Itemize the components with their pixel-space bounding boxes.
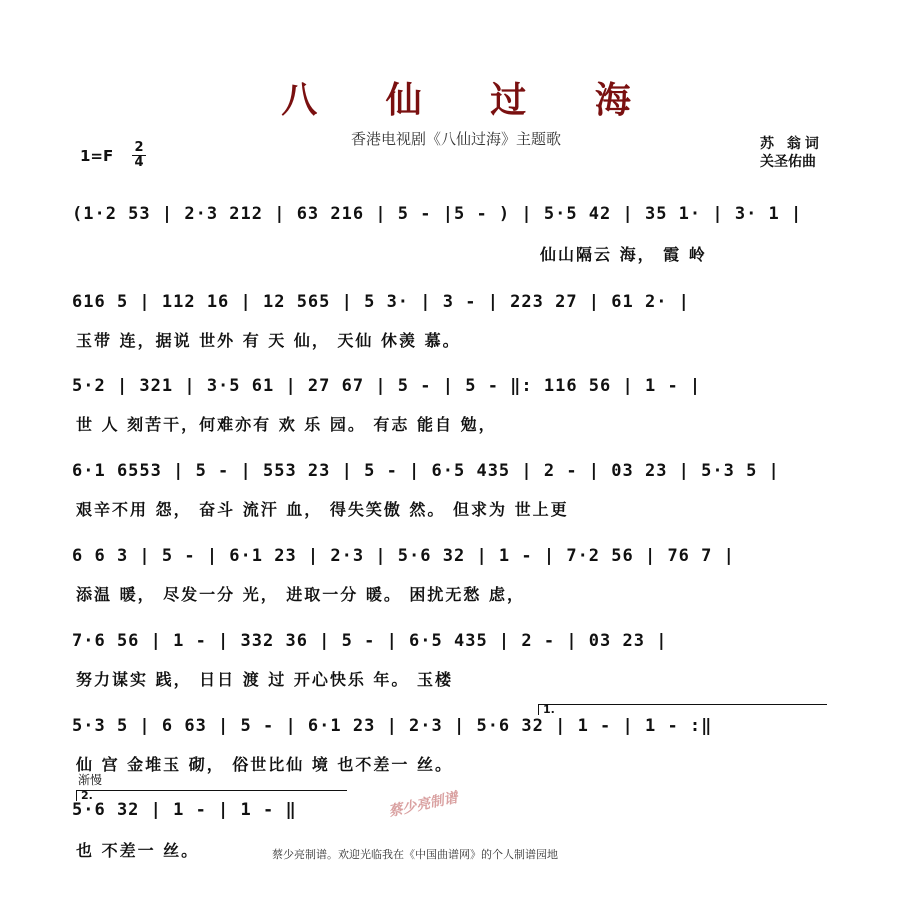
lyricist-credit: 苏 翁词 — [760, 136, 823, 152]
tempo-mark: 渐慢 — [78, 773, 103, 787]
notation-line-6: 7·6 56 | 1 - | 332 36 | 5 - | 6·5 435 | 2 - | 03 23 | — [72, 631, 668, 651]
notation-line-2: 616 5 | 112 16 | 12 565 | 5 3· | 3 - | 223 27 | 61 2· | — [72, 292, 690, 312]
lyrics-line-4: 艰辛不用 怨， 奋斗 流汗 血， 得失笑傲 然。 但求为 世上更 — [76, 500, 569, 519]
song-subtitle: 香港电视剧《八仙过海》主题歌 — [350, 130, 561, 148]
lyrics-line-7: 仙 宫 金堆玉 砌， 俗世比仙 境 也不差一 丝。 — [76, 755, 453, 774]
notation-line-8: 5·6 32 | 1 - | 1 - ‖ — [72, 800, 297, 820]
key-signature: 1=F — [80, 147, 114, 165]
notation-line-5: 6 6 3 | 5 - | 6·1 23 | 2·3 | 5·6 32 | 1 - | 7·2 56 | 76 7 | — [72, 546, 735, 566]
lyrics-line-6: 努力谋实 践， 日日 渡 过 开心快乐 年。 玉楼 — [76, 670, 453, 689]
notation-line-7: 5·3 5 | 6 63 | 5 - | 6·1 23 | 2·3 | 5·6 32 | 1 - | 1 - :‖ — [72, 716, 713, 736]
transcriber-credit: 蔡少亮制谱。欢迎光临我在《中国曲谱网》的个人制谱园地 — [272, 848, 558, 861]
volta-1-label: 1. — [543, 703, 555, 716]
lyrics-line-5: 添温 暖， 尽发一分 光， 进取一分 暖。 困扰无愁 虑， — [76, 585, 525, 604]
notation-line-3: 5·2 | 321 | 3·5 61 | 27 67 | 5 - | 5 - ‖: 116 56 | 1 - | — [72, 376, 702, 396]
lyrics-line-2: 玉带 连，据说 世外 有 天 仙， 天仙 休羡 慕。 — [76, 331, 461, 350]
time-signature — [131, 141, 147, 170]
lyrics-line-3: 世 人 刻苦干，何难亦有 欢 乐 园。 有志 能自 勉， — [76, 415, 497, 434]
lyrics-line-8: 也 不差一 丝。 — [76, 841, 200, 860]
notation-line-4: 6·1 6553 | 5 - | 553 23 | 5 - | 6·5 435 | 2 - | 03 23 | 5·3 5 | — [72, 461, 780, 481]
volta-2-label: 2. — [81, 789, 93, 802]
watermark: 蔡少亮制谱 — [387, 789, 460, 821]
lyrics-line-1: 仙山隔云 海， 霞 岭 — [540, 245, 707, 264]
time-signature-top: 2 — [134, 140, 144, 155]
time-signature-bottom: 4 — [134, 155, 144, 170]
composer-credit: 关圣佑曲 — [760, 154, 816, 170]
notation-line-1: (1·2 53 | 2·3 212 | 63 216 | 5 - |5 - ) | 5·5 42 | 35 1· | 3· 1 | — [72, 204, 803, 224]
song-title: 八 仙 过 海 — [281, 79, 659, 121]
first-ending-bracket — [538, 704, 827, 715]
